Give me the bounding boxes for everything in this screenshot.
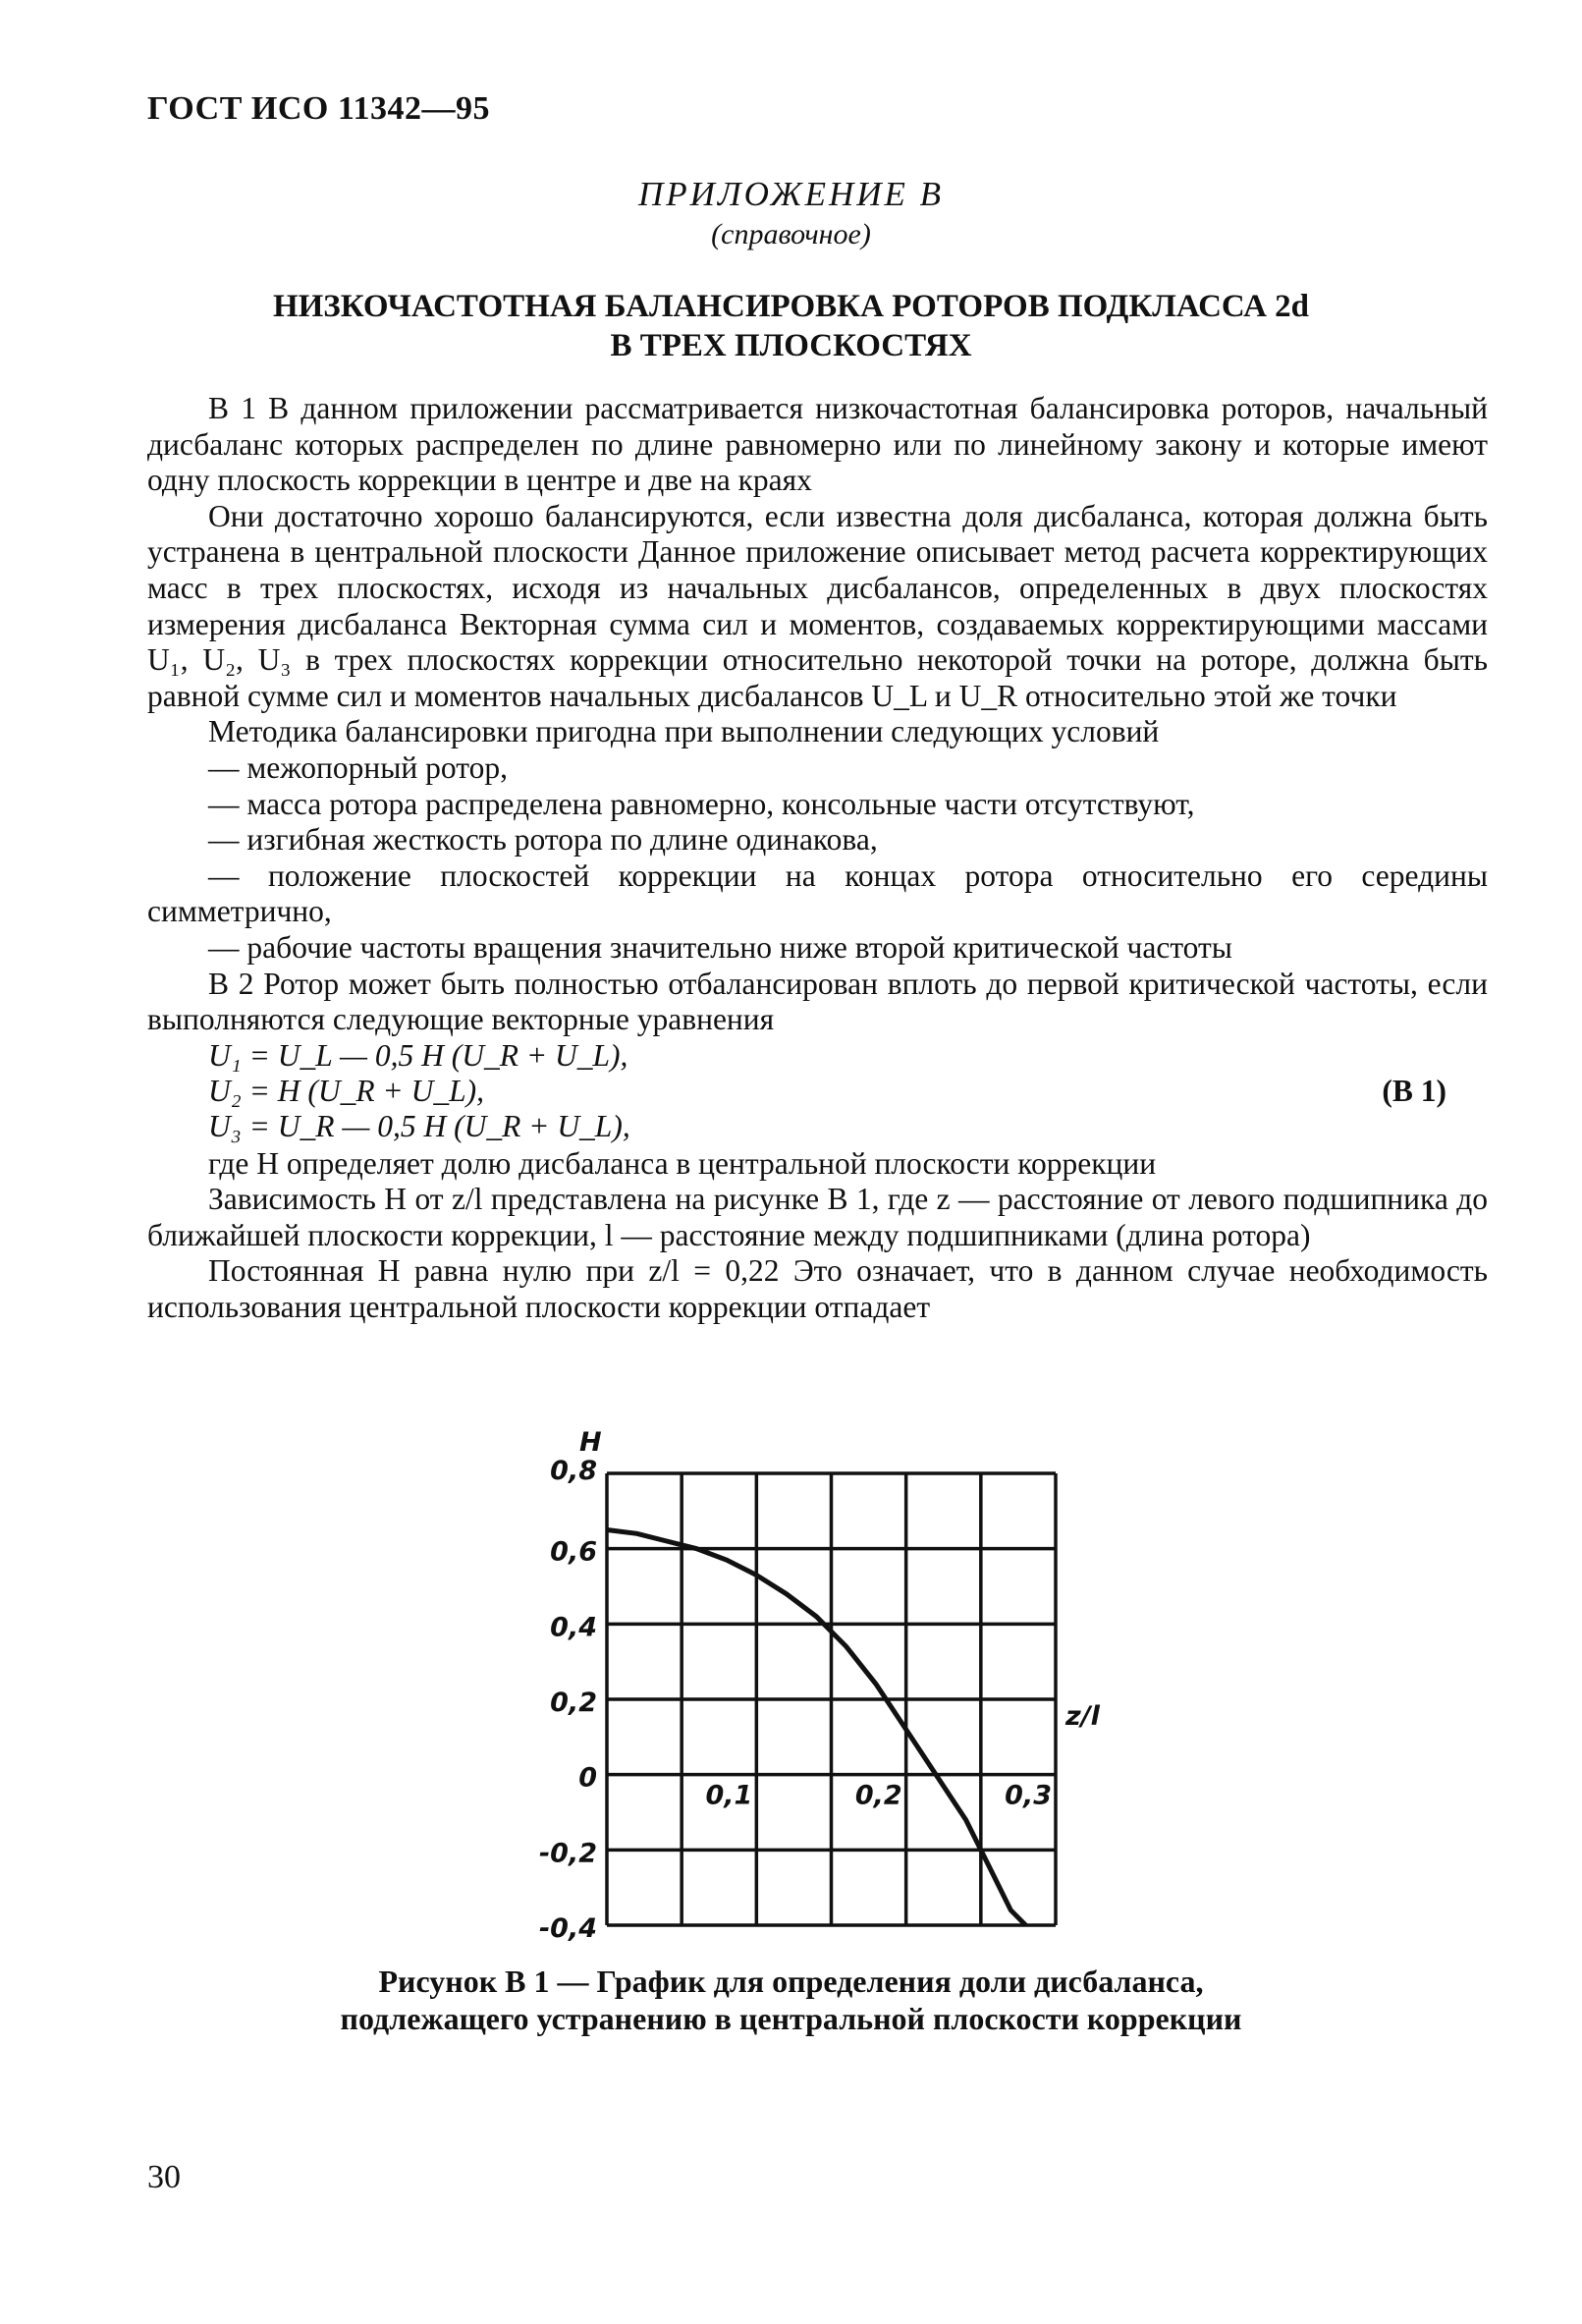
figure-caption xyxy=(0,1963,1582,2037)
y-tick-label: 0,2 xyxy=(550,1688,597,1718)
y-tick-label: 0 xyxy=(578,1762,597,1794)
equation-u2: U₂ = H (U_R + U_L), xyxy=(208,1073,484,1108)
body-text xyxy=(147,391,1488,1326)
figure-caption-line1: Рисунок В 1 — График для определения доли дисбаланса, xyxy=(378,1964,1204,1999)
condition-item: — положение плоскостей коррекции на концах ротора относительно его середины симметрично, xyxy=(147,858,1488,929)
figure-caption-line2: подлежащего устранению в центральной плоскости коррекции xyxy=(340,2001,1242,2036)
paragraph-h-definition: где H определяет долю дисбаланса в центральной плоскости коррекции xyxy=(208,1145,1157,1181)
condition-item: — рабочие частоты вращения значительно ниже второй критической частоты xyxy=(208,929,1232,965)
h-vs-zl-chart xyxy=(520,1429,1149,1945)
condition-item: — изгибная жесткость ротора по длине одинакова, xyxy=(208,822,878,858)
x-tick-label: 0,1 xyxy=(705,1780,753,1811)
paragraph-b1: В 1 В данном приложении рассматривается низкочастотная балансировка роторов, начальный дисбаланс которых распределен по длине равномерно или по линейному закону и которые имеют одну плоскость коррекции в центре и две на краях xyxy=(147,391,1488,498)
section-title-line2: В ТРЕХ ПЛОСКОСТЯХ xyxy=(610,328,972,363)
paragraph-constant: Постоянная H равна нулю при z/l = 0,22 Это означает, что в данном случае необходимость использования центральной плоскости коррекции отпадает xyxy=(147,1253,1488,1325)
appendix-subtitle: (справочное) xyxy=(711,218,871,250)
section-title-line1: НИЗКОЧАСТОТНАЯ БАЛАНСИРОВКА РОТОРОВ ПОДКЛАССА 2d xyxy=(272,289,1310,324)
x-tick-label: 0,3 xyxy=(1005,1780,1052,1811)
y-tick-label: -0,2 xyxy=(538,1838,597,1869)
condition-item: — межопорный ротор, xyxy=(208,749,508,785)
paragraph-b2: В 2 Ротор может быть полностью отбалансирован вплоть до первой критической частоты, если выполняются следующие векторные уравнения xyxy=(147,966,1488,1037)
appendix-title: ПРИЛОЖЕНИЕ В xyxy=(637,175,945,213)
x-axis-label: z/l xyxy=(1065,1701,1100,1732)
h-curve-line xyxy=(607,1530,1026,1926)
y-tick-labels xyxy=(539,1456,597,1944)
paragraph-method: Они достаточно хорошо балансируются, если известна доля дисбаланса, которая должна быть устранена в центральной плоскости Данное приложение описывает метод расчета корректирующих масс в трех плоскостях, исходя из начальных дисбалансов, определенных в двух плоскостях измерения дисбаланса Векторная сумма сил и моментов, создаваемых корректирующими массами U₁, U₂, U₃ в трех плоскостях коррекции относительно некоторой точки на роторе, должна быть равной сумме сил и моментов начальных дисбалансов U_L и U_R относительно этой же точки xyxy=(147,498,1488,713)
equation-u3: U₃ = U_R — 0,5 H (U_R + U_L), xyxy=(208,1108,630,1143)
condition-item: — масса ротора распределена равномерно, консольные части отсутствуют, xyxy=(208,786,1195,821)
y-tick-label: 0,6 xyxy=(550,1536,597,1568)
y-tick-label: -0,4 xyxy=(538,1913,597,1944)
x-tick-label: 0,2 xyxy=(854,1780,902,1811)
y-axis-label: H xyxy=(579,1429,602,1458)
paragraph-dependency: Зависимость H от z/l представлена на рисунке В 1, где z — расстояние от левого подшипника до ближайшей плоскости коррекции, l — расстояние между подшипниками (длина ротора) xyxy=(147,1182,1488,1252)
y-tick-label: 0,4 xyxy=(550,1612,597,1643)
paragraph-conditions-intro: Методика балансировки пригодна при выполнении следующих условий xyxy=(208,714,1160,749)
y-tick-label: 0,8 xyxy=(550,1456,597,1486)
equation-block xyxy=(147,1038,1488,1146)
document-header: ГОСТ ИСО 11342—95 xyxy=(147,90,490,127)
equation-number: (В 1) xyxy=(1382,1073,1446,1108)
equation-u1: U₁ = U_L — 0,5 H (U_R + U_L), xyxy=(208,1037,628,1073)
page-number: 30 xyxy=(147,2159,181,2195)
section-title xyxy=(0,287,1582,365)
